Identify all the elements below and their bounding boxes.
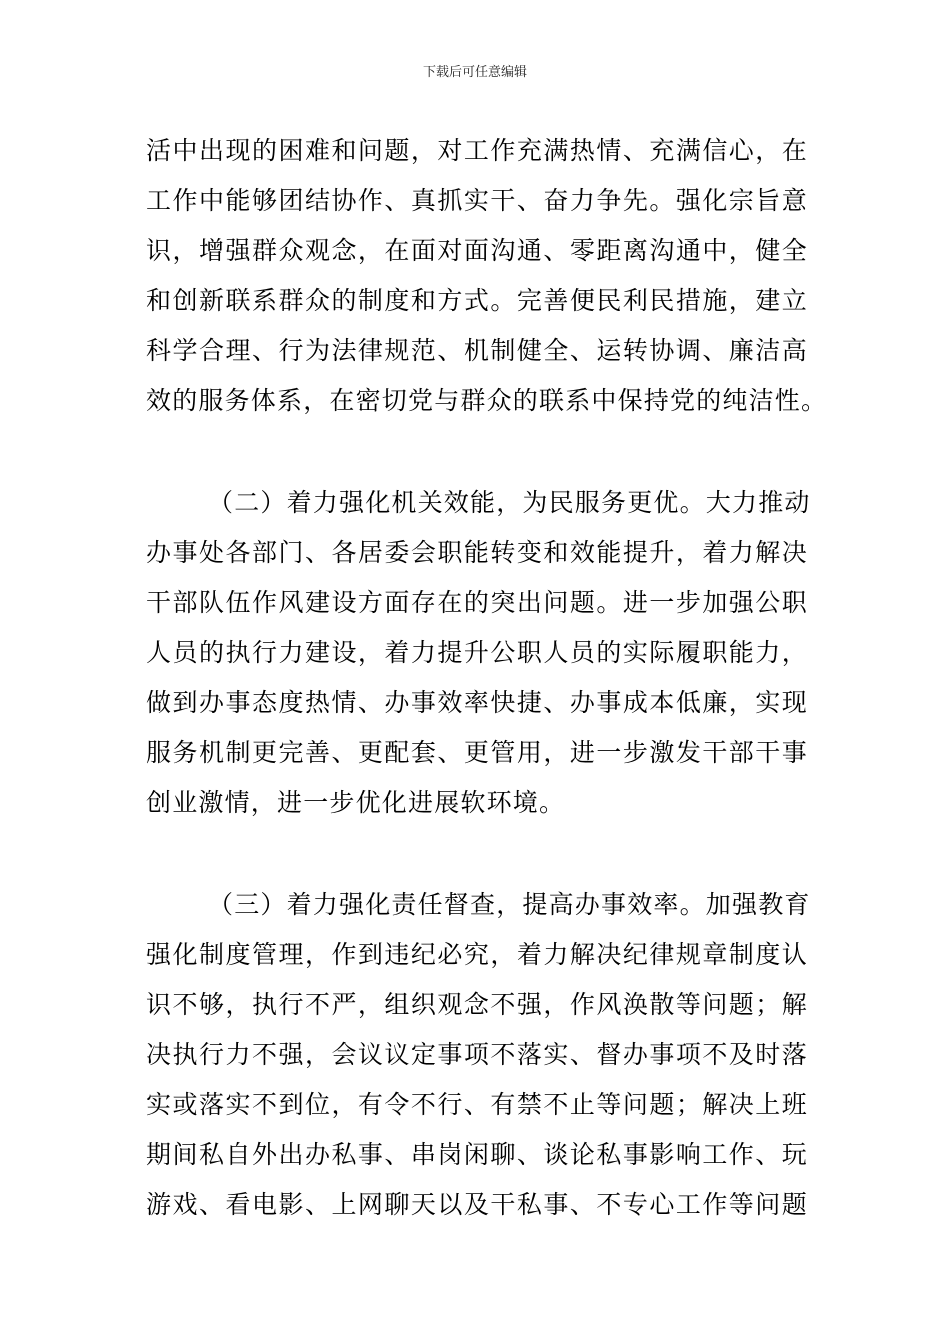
text-line: 活中出现的困难和问题，对工作充满热情、充满信心，在 — [146, 136, 808, 165]
text-line-indented: （二）着力强化机关效能，为民服务更优。大力推动 — [208, 488, 811, 517]
text-line: 期间私自外出办私事、串岗闲聊、谈论私事影响工作、玩 — [146, 1140, 808, 1169]
text-line: 实或落实不到位，有令不行、有禁不止等问题；解决上班 — [146, 1090, 808, 1119]
text-line: 和创新联系群众的制度和方式。完善便民利民措施，建立 — [146, 286, 808, 315]
paragraph-spacer — [146, 828, 808, 880]
text-line: 干部队伍作风建设方面存在的突出问题。进一步加强公职 — [146, 588, 808, 617]
page-header: 下载后可任意编辑 — [422, 65, 527, 80]
paragraph-continuation — [146, 126, 828, 426]
text-line: 强化制度管理，作到违纪必究，着力解决纪律规章制度认 — [146, 940, 808, 969]
document-body — [146, 126, 828, 1230]
text-line: 工作中能够团结协作、真抓实干、奋力争先。强化宗旨意 — [146, 186, 808, 215]
text-line: 效的服务体系，在密切党与群众的联系中保持党的纯洁性。 — [146, 386, 828, 415]
text-line: 游戏、看电影、上网聊天以及干私事、不专心工作等问题 — [146, 1190, 808, 1219]
text-line: 科学合理、行为法律规范、机制健全、运转协调、廉洁高 — [146, 336, 808, 365]
text-line-indented: （三）着力强化责任督查，提高办事效率。加强教育 — [208, 890, 811, 919]
paragraph-section-two — [146, 478, 811, 828]
paragraph-spacer — [146, 426, 808, 478]
text-line: 决执行力不强，会议议定事项不落实、督办事项不及时落 — [146, 1040, 808, 1069]
text-line: 创业激情，进一步优化进展软环境。 — [146, 788, 566, 817]
text-line: 办事处各部门、各居委会职能转变和效能提升，着力解决 — [146, 538, 808, 567]
text-line: 做到办事态度热情、办事效率快捷、办事成本低廉，实现 — [146, 688, 808, 717]
text-line: 人员的执行力建设，着力提升公职人员的实际履职能力， — [146, 638, 808, 667]
text-line: 服务机制更完善、更配套、更管用，进一步激发干部干事 — [146, 738, 808, 767]
paragraph-section-three — [146, 880, 811, 1230]
text-line: 识，增强群众观念，在面对面沟通、零距离沟通中，健全 — [146, 236, 808, 265]
text-line: 识不够，执行不严，组织观念不强，作风涣散等问题；解 — [146, 990, 808, 1019]
